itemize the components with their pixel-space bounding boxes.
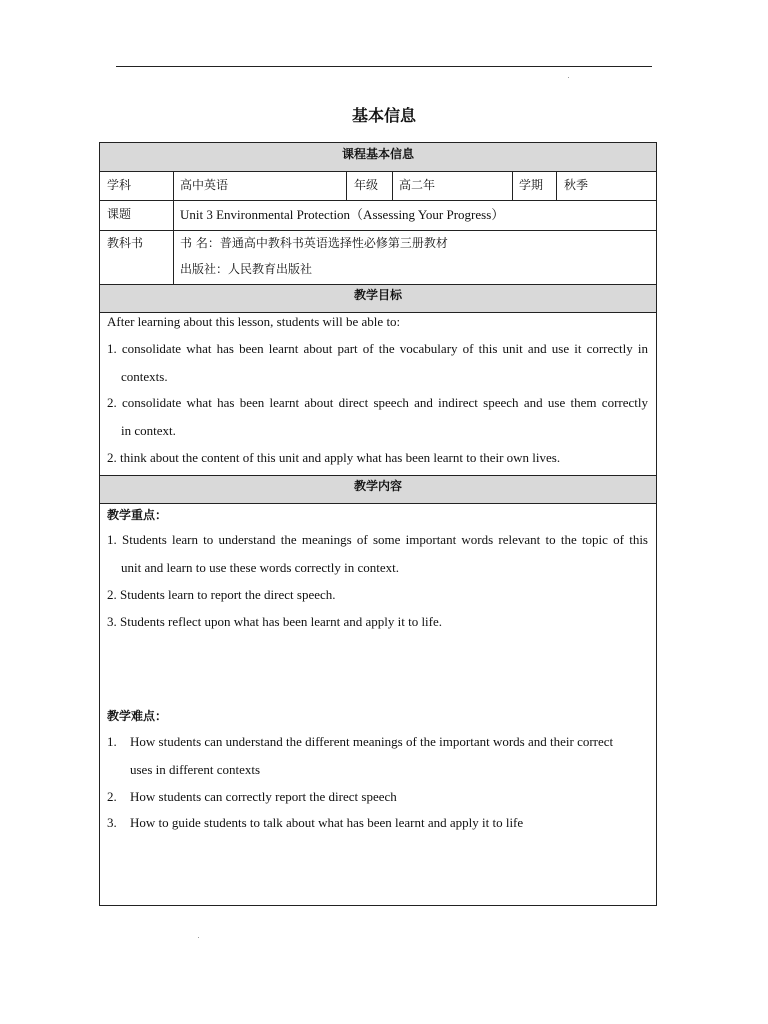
objective-item-2: 2. consolidate what has been learnt about direct speech and indirect speech and use them correctly (107, 395, 648, 410)
difficult-point-1 (107, 732, 648, 752)
content-header: 教学内容 (100, 476, 656, 503)
footer-dot-mark (198, 937, 199, 938)
divider (100, 503, 656, 504)
basic-info-header: 课程基本信息 (100, 143, 656, 171)
header-rule (116, 66, 652, 67)
difficult-point-3-text: How to guide students to talk about what has been learnt and apply it to life (130, 815, 524, 830)
topic-label: 课题 (107, 207, 132, 221)
document-title: 基本信息 (351, 106, 416, 125)
topic-value: Unit 3 Environmental Protection（Assessing Your Progress） (180, 207, 505, 222)
term-label: 学期 (519, 178, 544, 192)
difficult-point-3 (107, 813, 648, 833)
difficult-points-title: 教学难点： (107, 709, 168, 723)
objectives-header: 教学目标 (100, 285, 656, 312)
difficult-point-2-text: How students can correctly report the direct speech (130, 789, 397, 804)
header-dot-mark (568, 77, 569, 78)
textbook-publisher: 出版社：人民教育出版社 (180, 262, 313, 276)
objective-item-3: 2. think about the content of this unit and apply what has been learnt to their own lives. (107, 450, 561, 465)
objective-item-1-cont: contexts. (121, 369, 168, 384)
key-point-1-cont: unit and learn to use these words correctly in context. (121, 560, 399, 575)
subject-value: 高中英语 (180, 178, 229, 192)
difficult-point-1-text: How students can understand the different meanings of the important words and their correct (130, 734, 614, 749)
lesson-plan-table (99, 142, 657, 906)
difficult-point-2-number: 2. (107, 789, 117, 804)
divider (173, 171, 174, 284)
objective-item-2-cont: in context. (121, 423, 176, 438)
divider (100, 200, 656, 201)
divider (512, 171, 513, 200)
subject-label: 学科 (107, 178, 132, 192)
grade-label: 年级 (354, 178, 379, 192)
difficult-point-1-cont: uses in different contexts (130, 762, 261, 777)
key-point-3: 3. Students reflect upon what has been learnt and apply it to life. (107, 614, 443, 629)
divider (392, 171, 393, 200)
key-point-1: 1. Students learn to understand the meanings of some important words relevant to the topic of this (107, 532, 648, 547)
term-value: 秋季 (564, 178, 589, 192)
textbook-label: 教科书 (107, 236, 144, 250)
grade-value: 高二年 (399, 178, 436, 192)
key-point-2: 2. Students learn to report the direct speech. (107, 587, 336, 602)
difficult-point-3-number: 3. (107, 815, 117, 830)
objectives-intro: After learning about this lesson, students will be able to: (107, 314, 401, 329)
divider (346, 171, 347, 200)
difficult-point-1-number: 1. (107, 734, 117, 749)
divider (556, 171, 557, 200)
divider (100, 171, 656, 172)
objective-item-1: 1. consolidate what has been learnt about part of the vocabulary of this unit and use it correctly in (107, 341, 648, 356)
textbook-name: 书 名：普通高中教科书英语选择性必修第三册教材 (180, 236, 448, 250)
divider (100, 230, 656, 231)
key-points-title: 教学重点： (107, 508, 168, 522)
difficult-point-2 (107, 787, 648, 807)
